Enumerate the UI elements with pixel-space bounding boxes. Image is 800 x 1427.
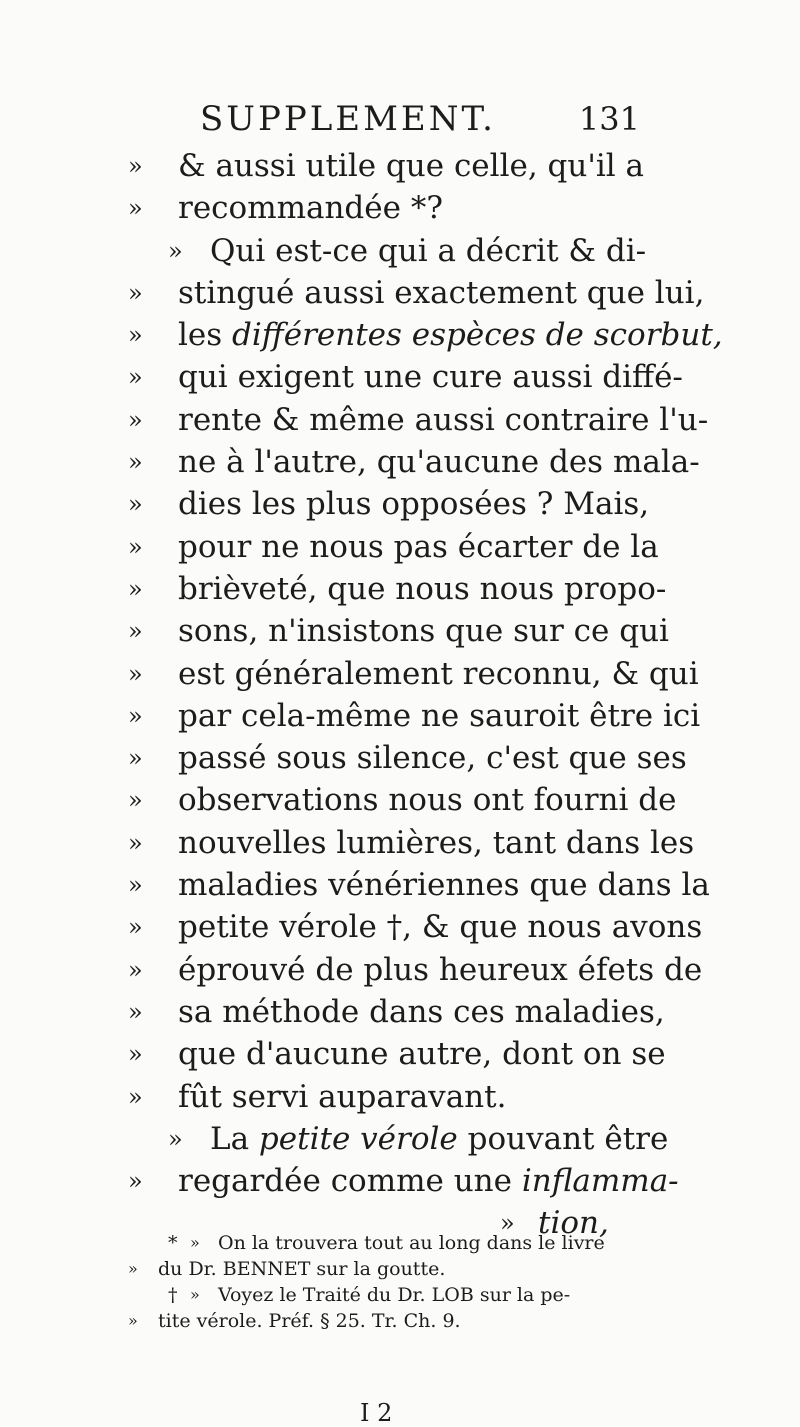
footnote-line <box>128 1282 688 1308</box>
line-text: brièveté, que nous nous propo- <box>178 570 667 607</box>
quote-mark: » <box>128 1311 138 1330</box>
line-text-roman: les <box>178 317 233 354</box>
text-line <box>128 356 688 398</box>
line-text: maladies vénériennes que dans la <box>178 867 710 904</box>
footnote-text: du Dr. BENNET sur la goutte. <box>158 1258 446 1280</box>
running-title: SUPPLEMENT. <box>200 99 496 139</box>
text-line <box>128 653 699 695</box>
quote-mark: » <box>128 744 143 773</box>
quote-mark: » <box>128 1040 143 1069</box>
text-line <box>128 526 688 568</box>
line-text: recommandée *? <box>178 190 443 227</box>
quote-mark: » <box>128 997 143 1026</box>
footnote-text: On la trouvera tout au long dans le livre <box>218 1232 605 1254</box>
text-line <box>128 272 705 314</box>
line-text: dies les plus opposées ? Mais, <box>178 486 650 523</box>
quote-mark: » <box>128 786 143 815</box>
line-text: que d'aucune autre, dont on se <box>178 1036 666 1073</box>
quote-mark: » <box>168 236 183 265</box>
line-text-italic: petite vérole <box>258 1120 458 1157</box>
quote-mark: » <box>128 955 143 984</box>
footnote-text: tite vérole. Préf. § 25. Tr. Ch. 9. <box>158 1310 461 1332</box>
footnote-text: Voyez le Traité du Dr. LOB sur la pe- <box>218 1284 571 1306</box>
signature-mark: I 2 <box>360 1399 393 1427</box>
line-text: pour ne nous pas écarter de la <box>178 528 659 565</box>
text-line <box>128 314 723 356</box>
line-text-italic: inflamma- <box>521 1163 679 1200</box>
line-text: nouvelles lumières, tant dans les <box>178 824 695 861</box>
line-text-italic: tion, <box>538 1205 609 1242</box>
quote-mark: » <box>128 913 143 942</box>
text-line <box>128 864 710 906</box>
line-text: éprouvé de plus heureux éfets de <box>178 951 703 988</box>
text-line <box>128 822 695 864</box>
line-text-roman: pouvant être <box>457 1120 669 1157</box>
quote-mark: » <box>128 1167 143 1196</box>
quote-mark: » <box>128 490 143 519</box>
text-line <box>128 695 701 737</box>
page-number: 131 <box>578 100 640 138</box>
line-text: est généralement reconnu, & qui <box>178 655 699 692</box>
body-text <box>128 145 723 1245</box>
text-line <box>128 399 709 441</box>
footnote-symbol: * <box>168 1232 178 1254</box>
text-line <box>128 1118 688 1160</box>
quote-mark: » <box>128 363 143 392</box>
line-text-italic: différentes espèces de scorbut, <box>232 317 723 354</box>
line-text <box>210 1118 668 1160</box>
quote-mark: » <box>128 1082 143 1111</box>
line-text: sa méthode dans ces maladies, <box>178 993 665 1030</box>
text-line <box>128 991 688 1033</box>
line-text-roman: La <box>210 1120 259 1157</box>
text-line <box>128 230 688 272</box>
quote-mark: » <box>128 194 143 223</box>
quote-mark: » <box>190 1285 200 1304</box>
quote-mark: » <box>190 1233 200 1252</box>
quote-mark: » <box>128 278 143 307</box>
line-text: ne à l'autre, qu'aucune des mala- <box>178 444 700 481</box>
quote-mark: » <box>128 405 143 434</box>
text-line <box>128 1033 688 1075</box>
line-text: petite vérole †, & que nous avons <box>178 909 703 946</box>
line-text: passé sous silence, c'est que ses <box>178 740 687 777</box>
quote-mark: » <box>128 1259 138 1278</box>
line-text: par cela-même ne sauroit être ici <box>178 697 701 734</box>
line-text <box>178 314 723 356</box>
line-text: fût servi auparavant. <box>178 1078 507 1115</box>
quote-mark: » <box>128 321 143 350</box>
quote-mark: » <box>128 574 143 603</box>
line-text-roman: regardée comme une <box>178 1163 522 1200</box>
text-line <box>128 906 703 948</box>
footnote-line <box>128 1256 688 1282</box>
footnote-line <box>128 1308 688 1334</box>
quote-mark: » <box>128 448 143 477</box>
text-line <box>128 568 688 610</box>
quote-mark: » <box>128 871 143 900</box>
line-text: Qui est-ce qui a décrit & di- <box>210 232 647 269</box>
text-line <box>128 483 688 525</box>
line-text: & aussi utile que celle, qu'il a <box>178 148 645 184</box>
quote-mark: » <box>128 532 143 561</box>
footnotes <box>128 1230 688 1334</box>
footnote-symbol: † <box>168 1284 178 1306</box>
quote-mark: » <box>128 617 143 646</box>
running-head <box>200 96 640 142</box>
line-text: stingué aussi exactement que lui, <box>178 274 705 311</box>
quote-mark: » <box>128 701 143 730</box>
text-line <box>128 610 688 652</box>
text-line <box>128 1160 688 1202</box>
text-line <box>128 779 688 821</box>
text-line <box>128 187 688 229</box>
quote-mark: » <box>128 659 143 688</box>
line-text <box>178 1160 679 1202</box>
line-text: qui exigent une cure aussi diffé- <box>178 359 683 396</box>
line-text: observations nous ont fourni de <box>178 782 677 819</box>
line-text: sons, n'insistons que sur ce qui <box>178 613 669 650</box>
text-line <box>128 145 688 187</box>
quote-mark: » <box>128 152 143 180</box>
text-line <box>128 949 703 991</box>
quote-mark: » <box>168 1124 183 1153</box>
text-line <box>128 737 688 779</box>
quote-mark: » <box>128 828 143 857</box>
text-line <box>128 441 700 483</box>
footnote-line <box>128 1230 688 1256</box>
quote-mark: » <box>500 1209 515 1238</box>
line-text: rente & même aussi contraire l'u- <box>178 401 709 438</box>
text-line <box>128 1076 688 1118</box>
